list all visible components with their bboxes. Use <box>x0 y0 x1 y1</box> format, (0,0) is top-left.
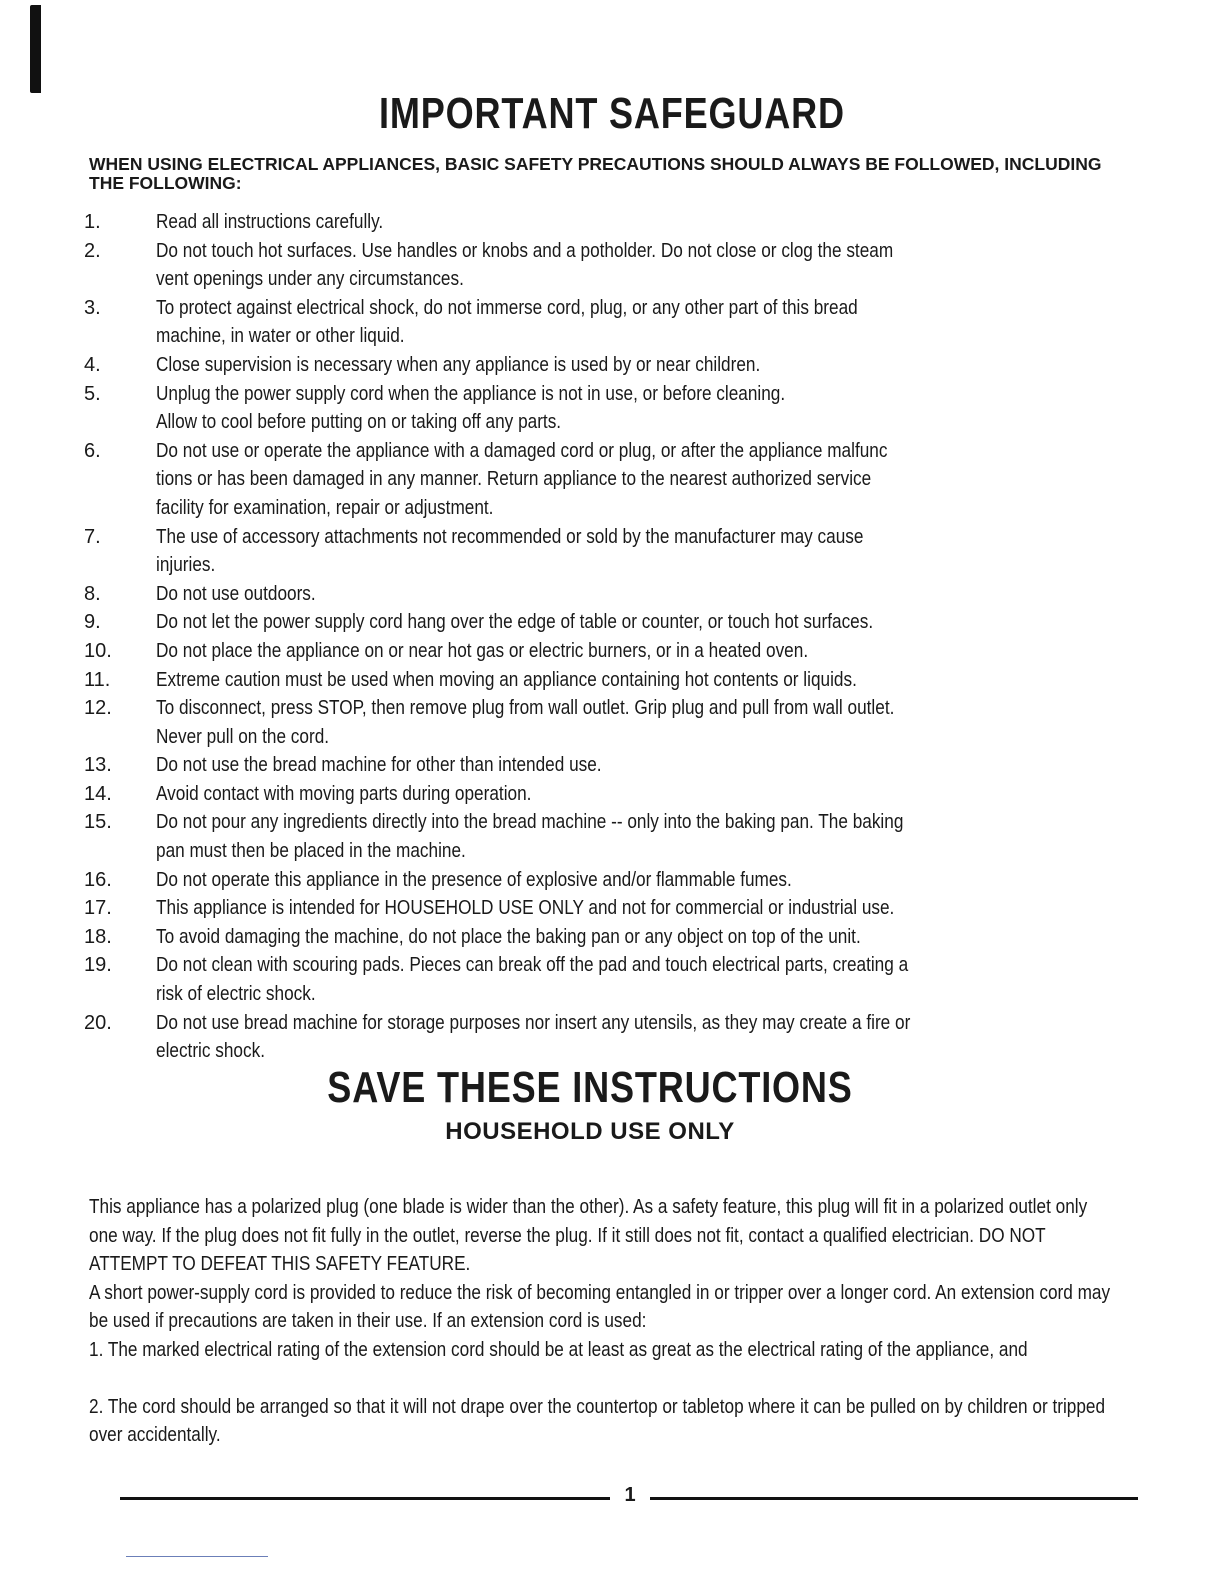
safeguard-item <box>84 666 1104 695</box>
safeguard-item <box>84 866 1104 895</box>
paragraph-gap <box>89 1365 1112 1393</box>
safeguard-item-text: This appliance is intended for HOUSEHOLD USE ONLY and not for commercial or industrial use. <box>156 897 895 920</box>
safeguard-item <box>84 808 1104 865</box>
safeguard-list <box>84 208 1104 1066</box>
safeguard-item-number: 7. <box>84 525 101 548</box>
safeguard-item-text: Do not pour any ingredients directly into the bread machine -- only into the baking pan. The baking pan must then be placed in the machine. <box>156 811 904 863</box>
safeguard-item-number: 6. <box>84 439 101 462</box>
safeguard-item-number: 12. <box>84 697 112 720</box>
safeguard-item-number: 17. <box>84 897 112 920</box>
safeguard-item-text: Do not use bread machine for storage purposes nor insert any utensils, as they may create a fire or electric shock. <box>156 1011 911 1063</box>
safeguard-item <box>84 208 1104 237</box>
safeguard-item-number: 3. <box>84 296 101 319</box>
safeguard-item-number: 13. <box>84 754 112 777</box>
safeguard-item <box>84 694 1104 751</box>
safeguard-item-number: 1. <box>84 211 101 233</box>
safeguard-item <box>84 637 1104 666</box>
safeguard-item <box>84 580 1104 609</box>
footer-rule-left <box>120 1497 610 1500</box>
footer-rule-right <box>650 1497 1138 1500</box>
safeguard-item <box>84 237 1104 294</box>
extension-cord-rating-paragraph: 1. The marked electrical rating of the extension cord should be at least as great as the electrical rating of the appliance, and <box>89 1338 1028 1361</box>
safeguard-item-text: Do not touch hot surfaces. Use handles or knobs and a potholder. Do not close or clog the steam vent openings under any circumstances. <box>156 239 894 291</box>
safeguard-item-text: Unplug the power supply cord when the appliance is not in use, or before cleaning. Allow to cool before putting on or taking off any parts. <box>156 382 786 434</box>
safeguard-item-number: 8. <box>84 582 101 605</box>
safeguard-item-number: 5. <box>84 382 101 405</box>
safeguard-item-number: 4. <box>84 353 101 376</box>
safeguard-item-text: Do not use the bread machine for other than intended use. <box>156 754 602 777</box>
safeguard-item-number: 11. <box>84 668 111 691</box>
save-instructions-heading: SAVE THESE INSTRUCTIONS <box>327 1063 853 1112</box>
safeguard-item-text: To avoid damaging the machine, do not place the baking pan or any object on top of the unit. <box>156 925 861 948</box>
household-use-heading: HOUSEHOLD USE ONLY <box>445 1118 735 1145</box>
safeguard-item <box>84 294 1104 351</box>
safeguard-item-text: Read all instructions carefully. <box>156 211 384 233</box>
safeguard-item <box>84 780 1104 809</box>
safeguard-item <box>84 951 1104 1008</box>
safeguard-item-number: 16. <box>84 868 112 891</box>
safeguard-item-text: To protect against electrical shock, do not immerse cord, plug, or any other part of this bread machine, in water or other liquid. <box>156 296 858 348</box>
body-text <box>89 1193 1112 1450</box>
safeguard-item <box>84 437 1104 523</box>
page-title: IMPORTANT SAFEGUARD <box>379 89 845 138</box>
safeguard-item <box>84 751 1104 780</box>
extension-cord-arrangement-paragraph: 2. The cord should be arranged so that it will not drape over the countertop or tabletop where it can be pulled on by children or tripped over accidentally. <box>89 1395 1106 1447</box>
safeguard-item <box>84 923 1104 952</box>
safeguard-item <box>84 523 1104 580</box>
safeguard-item-number: 20. <box>84 1011 112 1034</box>
safeguard-item-text: The use of accessory attachments not recommended or sold by the manufacturer may cause injuries. <box>156 525 864 577</box>
polarized-plug-paragraph: This appliance has a polarized plug (one blade is wider than the other). As a safety feature, this plug will fit in a polarized outlet only one way. If the plug does not fit fully in the outlet, reverse the plug. If it still does not fit, contact a qualified electrician. DO NOT ATTEMPT TO DEFEAT THIS SAFETY FEATURE. <box>89 1196 1088 1276</box>
safeguard-item <box>84 1009 1104 1066</box>
safeguard-item-number: 14. <box>84 782 112 805</box>
safeguard-item-text: Do not use or operate the appliance with a damaged cord or plug, or after the appliance malfunc tions or has been damaged in any manner. Return appliance to the nearest authorized service facility for examination, repair or adjustment. <box>156 439 888 519</box>
binding-mark <box>30 5 41 93</box>
safeguard-item-number: 2. <box>84 239 101 262</box>
page-footer <box>120 1484 1140 1512</box>
safeguard-item <box>84 351 1104 380</box>
bottom-mark <box>126 1556 268 1557</box>
safeguard-item-text: Do not place the appliance on or near hot gas or electric burners, or in a heated oven. <box>156 639 809 662</box>
safeguard-item-text: Close supervision is necessary when any appliance is used by or near children. <box>156 353 761 376</box>
page-number: 1 <box>624 1484 636 1506</box>
safeguard-item <box>84 608 1104 637</box>
safeguard-item <box>84 380 1104 437</box>
safeguard-item-text: Avoid contact with moving parts during operation. <box>156 782 532 805</box>
safeguard-item-number: 9. <box>84 611 101 634</box>
safeguard-item-number: 15. <box>84 811 112 834</box>
intro-text: WHEN USING ELECTRICAL APPLIANCES, BASIC SAFETY PRECAUTIONS SHOULD ALWAYS BE FOLLOWED, INCLUDING THE FOLLOWING: <box>89 154 1102 193</box>
safeguard-item-text: Do not operate this appliance in the presence of explosive and/or flammable fumes. <box>156 868 792 891</box>
safeguard-item <box>84 894 1104 923</box>
safeguard-item-text: Do not let the power supply cord hang over the edge of table or counter, or touch hot surfaces. <box>156 611 874 634</box>
safeguard-item-text: To disconnect, press STOP, then remove plug from wall outlet. Grip plug and pull from wall outlet. Never pull on the cord. <box>156 697 895 748</box>
safeguard-item-text: Extreme caution must be used when moving an appliance containing hot contents or liquids. <box>156 668 857 691</box>
safeguard-item-text: Do not use outdoors. <box>156 582 316 605</box>
safeguard-item-number: 10. <box>84 639 112 662</box>
safeguard-item-number: 18. <box>84 925 112 948</box>
safeguard-item-text: Do not clean with scouring pads. Pieces can break off the pad and touch electrical parts, creating a risk of electric shock. <box>156 954 909 1006</box>
extension-cord-paragraph: A short power-supply cord is provided to reduce the risk of becoming entangled in or tripper over a longer cord. An extension cord may be used if precautions are taken in their use. If an extension cord is used: <box>89 1281 1111 1333</box>
safeguard-item-number: 19. <box>84 954 112 977</box>
